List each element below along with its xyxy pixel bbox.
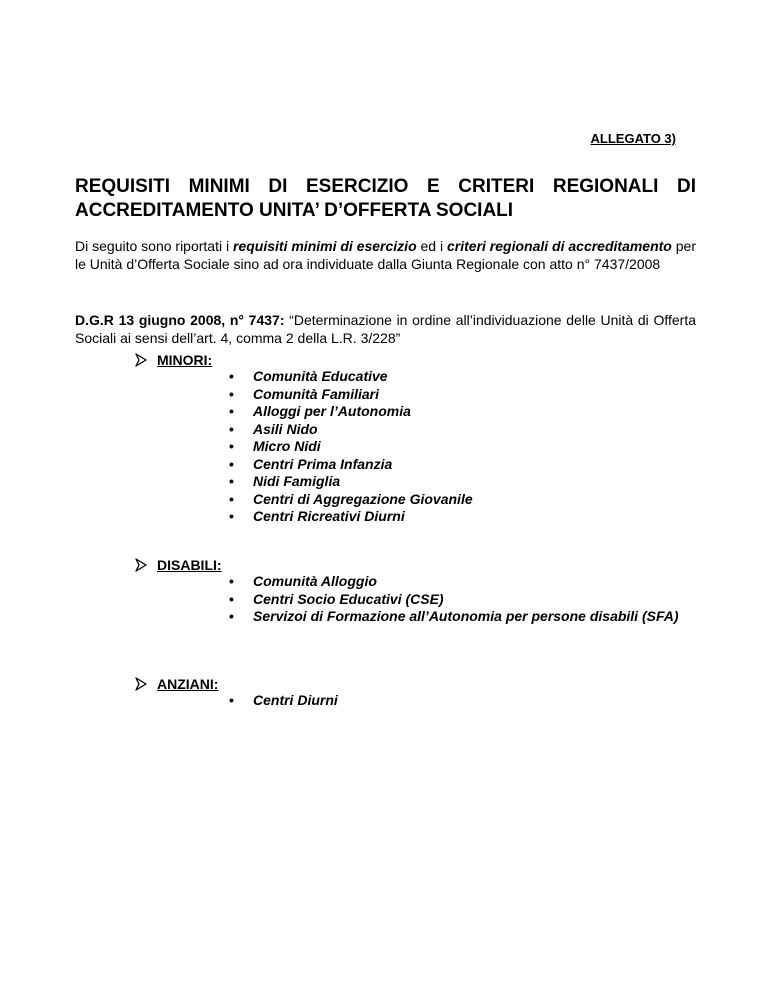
- section-heading-anziani: [134, 676, 696, 692]
- bullet-icon: •: [229, 385, 234, 402]
- bullet-icon: •: [229, 608, 234, 624]
- list-item: [134, 491, 696, 509]
- list-item-text: Servizoi di Formazione all’Autonomia per persone disabili (SFA): [253, 608, 679, 624]
- bullet-icon: •: [229, 508, 234, 524]
- dgr-description: “Determinazione in ordine all’individuazione delle Unità di Offerta Sociali ai sensi dell’art. 4, comma 2 della L.R. 3/228”: [75, 312, 696, 346]
- list-item: [134, 403, 696, 421]
- section-heading-disabili: [134, 557, 696, 573]
- bullet-icon: •: [229, 573, 234, 589]
- bullet-icon: •: [229, 420, 234, 437]
- section-heading-minori: [134, 352, 696, 368]
- list-disabili: [134, 573, 696, 626]
- section-anziani: [134, 676, 696, 710]
- intro-paragraph: [75, 237, 696, 273]
- section-minori: [134, 352, 696, 526]
- list-item: [134, 438, 696, 456]
- bullet-icon: •: [229, 490, 234, 507]
- arrow-bullet-icon: [134, 353, 148, 367]
- bullet-icon: •: [229, 403, 234, 419]
- list-item: [134, 368, 696, 386]
- list-item-text: Centri Prima Infanzia: [253, 455, 393, 472]
- bullet-icon: •: [229, 368, 234, 384]
- section-label-anziani: ANZIANI:: [157, 676, 219, 692]
- list-item-text: Centri di Aggregazione Giovanile: [253, 490, 473, 507]
- bullet-icon: •: [229, 692, 234, 708]
- intro-text-2: ed i: [416, 238, 447, 254]
- list-item: [134, 508, 696, 526]
- list-item: [134, 692, 696, 710]
- section-disabili: [134, 557, 696, 626]
- intro-text-1: Di seguito sono riportati i: [75, 238, 233, 254]
- bullet-icon: •: [229, 438, 234, 454]
- list-item-text: Asili Nido: [253, 420, 318, 437]
- list-item-text: Alloggi per l’Autonomia: [253, 403, 411, 419]
- section-label-disabili: DISABILI:: [157, 557, 222, 573]
- list-item-text: Centri Diurni: [253, 692, 338, 708]
- list-item: [134, 591, 696, 609]
- document-title: REQUISITI MINIMI DI ESERCIZIO E CRITERI REGIONALI DI ACCREDITAMENTO UNITA’ D’OFFERTA SOCIALI: [75, 176, 696, 221]
- list-item: [134, 473, 696, 491]
- section-label-minori: MINORI:: [157, 352, 213, 368]
- bullet-icon: •: [229, 473, 234, 489]
- list-minori: [134, 368, 696, 526]
- list-item-text: Centri Ricreativi Diurni: [253, 508, 405, 524]
- list-item-text: Centri Socio Educativi (CSE): [253, 590, 444, 607]
- arrow-bullet-icon: [134, 677, 148, 691]
- list-item: [134, 456, 696, 474]
- allegato-label: ALLEGATO 3): [590, 131, 676, 146]
- list-item: [134, 421, 696, 439]
- list-item-text: Comunità Alloggio: [253, 573, 377, 589]
- list-item-text: Nidi Famiglia: [253, 473, 341, 489]
- list-item-text: Comunità Familiari: [253, 385, 380, 402]
- intro-text-3: per le Unità d’Offerta Sociale sino ad ora individuate dalla Giunta Regionale con atto n° 7437/2008: [75, 238, 697, 272]
- list-item-text: Micro Nidi: [253, 438, 321, 454]
- bullet-icon: •: [229, 455, 234, 472]
- intro-emphasis-requisiti: requisiti minimi di esercizio: [233, 238, 417, 254]
- dgr-reference: D.G.R 13 giugno 2008, n° 7437:: [75, 312, 285, 328]
- list-item: [134, 386, 696, 404]
- list-item: [134, 573, 696, 591]
- list-anziani: [134, 692, 696, 710]
- intro-emphasis-criteri: criteri regionali di accreditamento: [447, 238, 672, 254]
- list-item-text: Comunità Educative: [253, 368, 388, 384]
- bullet-icon: •: [229, 590, 234, 607]
- dgr-paragraph: [75, 311, 696, 347]
- arrow-bullet-icon: [134, 558, 148, 572]
- list-item: [134, 608, 696, 626]
